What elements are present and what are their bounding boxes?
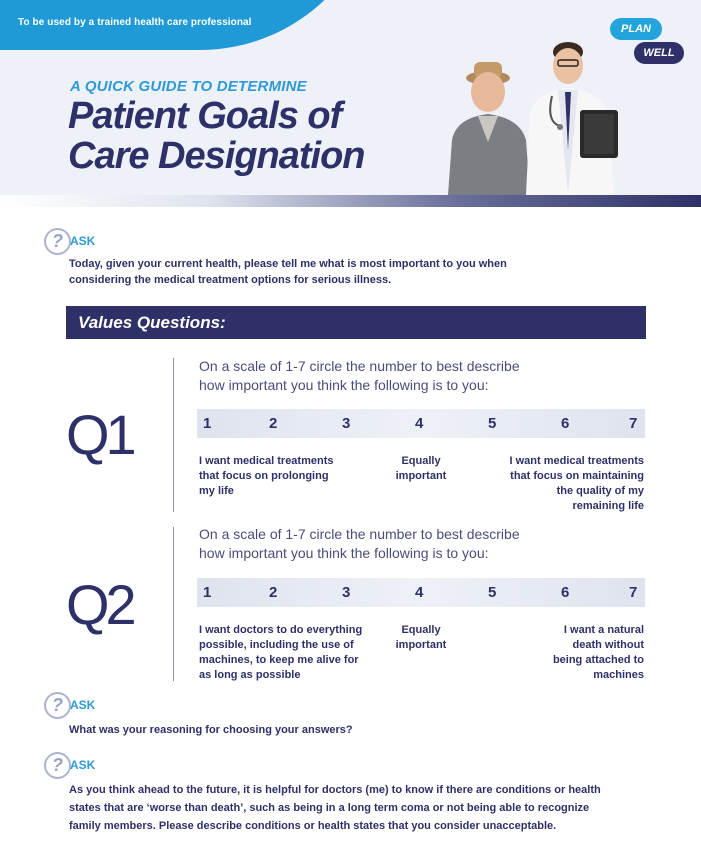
plan-well-logo [610,18,688,74]
question-icon: ? [44,692,71,719]
q2-prompt-line-2: how important you think the following is to you: [199,545,489,561]
patient-doctor-photo [430,30,640,195]
q1-divider [173,358,174,512]
header-gradient-band [0,195,701,207]
q1-middle-anchor-line: important [395,470,447,482]
ask-1-text-line-1: Today, given your current health, please tell me what is most important to you when [69,258,507,270]
q2-left-anchor-line: as long as possible [199,669,301,681]
q1-right-anchor [484,454,644,514]
ask-label: ASK [70,234,96,248]
q1-left-anchor-line: my life [199,485,234,497]
q2-scale-5[interactable]: 5 [488,584,497,601]
header [0,0,701,195]
disclaimer-text: To be used by a trained health care professional [18,17,252,28]
q2-scale [197,578,645,607]
q2-scale-7[interactable]: 7 [629,584,638,601]
q1-number: Q1 [66,403,133,466]
ask-label: ASK [70,758,96,772]
q1-scale-7[interactable]: 7 [629,415,638,432]
q1-scale [197,409,645,438]
q1-right-anchor-line: I want medical treatments [509,455,644,467]
q1-scale-4[interactable]: 4 [415,415,424,432]
page-title [68,96,365,176]
q2-left-anchor-line: machines, to keep me alive for [199,654,359,666]
q2-right-anchor [504,623,644,683]
q2-scale-2[interactable]: 2 [269,584,278,601]
q2-left-anchor-line: possible, including the use of [199,639,354,651]
q1-right-anchor-line: remaining life [572,500,644,512]
question-icon: ? [44,228,71,255]
q1-middle-anchor-line: Equally [401,455,441,467]
q1-left-anchor-line: that focus on prolonging [199,470,329,482]
q2-right-anchor-line: I want a natural [563,624,644,636]
title-line-2: Care Designation [68,135,365,177]
q1-prompt-line-2: how important you think the following is to you: [199,377,489,393]
ask-3-text-line-3: family members. Please describe conditions or health states that you consider unacceptable. [69,820,557,832]
ask-2-text [69,722,353,738]
q2-right-anchor-line: machines [593,669,644,681]
q1-scale-3[interactable]: 3 [342,415,351,432]
q2-middle-anchor-line: Equally [401,624,441,636]
q1-prompt-line-1: On a scale of 1-7 circle the number to best describe [199,358,520,374]
q2-scale-4[interactable]: 4 [415,584,424,601]
q1-scale-2[interactable]: 2 [269,415,278,432]
ask-3-text-line-1: As you think ahead to the future, it is helpful for doctors (me) to know if there are conditions or health [69,784,601,796]
logo-well-bubble: WELL [634,42,684,64]
q2-scale-6[interactable]: 6 [561,584,570,601]
values-questions-bar [66,306,646,339]
q1-prompt [199,357,520,395]
q1-scale-6[interactable]: 6 [561,415,570,432]
ask-1-text-line-2: considering the medical treatment options for serious illness. [69,274,392,286]
q2-divider [173,527,174,681]
q1-scale-1[interactable]: 1 [203,415,212,432]
q2-prompt-line-1: On a scale of 1-7 circle the number to best describe [199,526,520,542]
ask-2-text-line-1: What was your reasoning for choosing your answers? [69,724,353,736]
q1-left-anchor [199,454,334,499]
q2-middle-anchor [386,623,456,653]
ask-3-text [69,781,601,835]
q1-right-anchor-line: the quality of my [556,485,644,497]
q2-middle-anchor-line: important [395,639,447,651]
q2-right-anchor-line: death without [572,639,644,651]
values-questions-title: Values Questions: [78,313,226,332]
question-icon: ? [44,752,71,779]
q2-scale-3[interactable]: 3 [342,584,351,601]
q2-left-anchor-line: I want doctors to do everything [199,624,363,636]
q2-right-anchor-line: being attached to [552,654,644,666]
q1-scale-5[interactable]: 5 [488,415,497,432]
logo-plan-bubble: PLAN [610,18,662,40]
ask-1-text [69,256,507,288]
title-line-1: Patient Goals of [68,95,342,137]
guide-subtitle: A QUICK GUIDE TO DETERMINE [70,78,307,95]
q1-left-anchor-line: I want medical treatments [199,455,334,467]
q2-scale-1[interactable]: 1 [203,584,212,601]
q2-number: Q2 [66,573,133,636]
ask-label: ASK [70,698,96,712]
q1-right-anchor-line: that focus on maintaining [510,470,644,482]
q1-middle-anchor [386,454,456,484]
q2-left-anchor [199,623,362,683]
ask-3-text-line-2: states that are ‘worse than death’, such as being in a long term coma or not being able to recognize [69,802,590,814]
q2-prompt [199,525,520,563]
